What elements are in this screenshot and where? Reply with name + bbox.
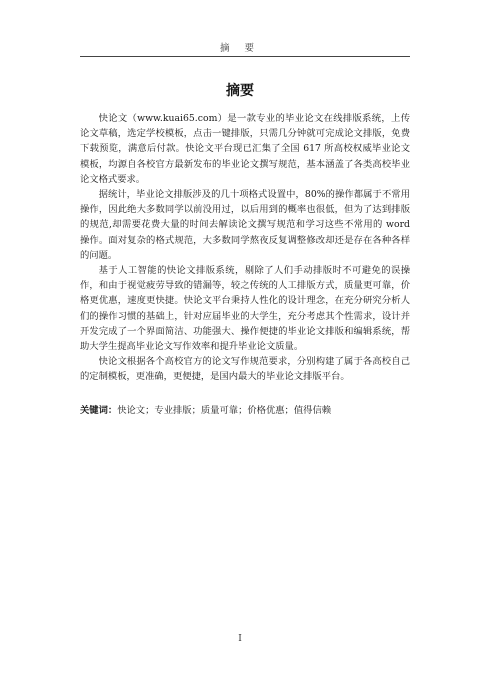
page-number: I — [238, 634, 242, 644]
abstract-paragraph-4: 快论文根据各个高校官方的论文写作规范要求，分别构建了属于各高校自己的定制模板，更准确，更便捷，是国内最大的毕业论文排版平台。 — [80, 356, 410, 383]
running-header: 摘 要 — [219, 43, 261, 54]
abstract-paragraph-2: 据统计，毕业论文排版涉及的几十项格式设置中，80%的操作都属于不常用操作，因此绝大多数同学以前没用过，以后用到的概率也很低，但为了达到排版的规范,却需要花费大量的时间去解读论文撰写规范和学习这些不常用的 word 操作。面对复杂的格式规范，大多数同学熬夜反复调整修改却还是存在各种各样的问题。 — [80, 189, 410, 261]
abstract-body — [80, 111, 410, 385]
keywords-list: 快论文；专业排版；质量可靠；价格优惠；值得信赖 — [117, 405, 332, 416]
abstract-paragraph-3: 基于人工智能的快论文排版系统，剔除了人们手动排版时不可避免的误操作，和由于视觉疲劳导致的错漏等，较之传统的人工排版方式，质量更可靠，价格更优惠，速度更快捷。快论文平台秉持人性化的设计理念，在充分研究分析人们的操作习惯的基础上，针对应届毕业的大学生，充分考虑其个性需求，设计并开发完成了一个界面简洁、功能强大、操作便捷的毕业论文排版和编辑系统，帮助大学生提高毕业论文写作效率和提升毕业论文质量。 — [80, 265, 410, 353]
keywords-line — [80, 403, 410, 418]
keywords-label: 关键词： — [80, 405, 118, 416]
abstract-paragraph-1: 快论文（www.kuai65.com）是一款专业的毕业论文在线排版系统，上传论文草稿，选定学校模板，点击一键排版，只需几分钟就可完成论文排版，免费下载预览，满意后付款。快论文平台现已汇集了全国 617 所高校权威毕业论文模板，均源自各校官方最新发布的毕业论文撰写规范，基本涵盖了各类高校毕业论文格式要求。 — [80, 113, 410, 185]
header-rule — [80, 56, 410, 57]
abstract-title: 摘要 — [226, 83, 254, 99]
